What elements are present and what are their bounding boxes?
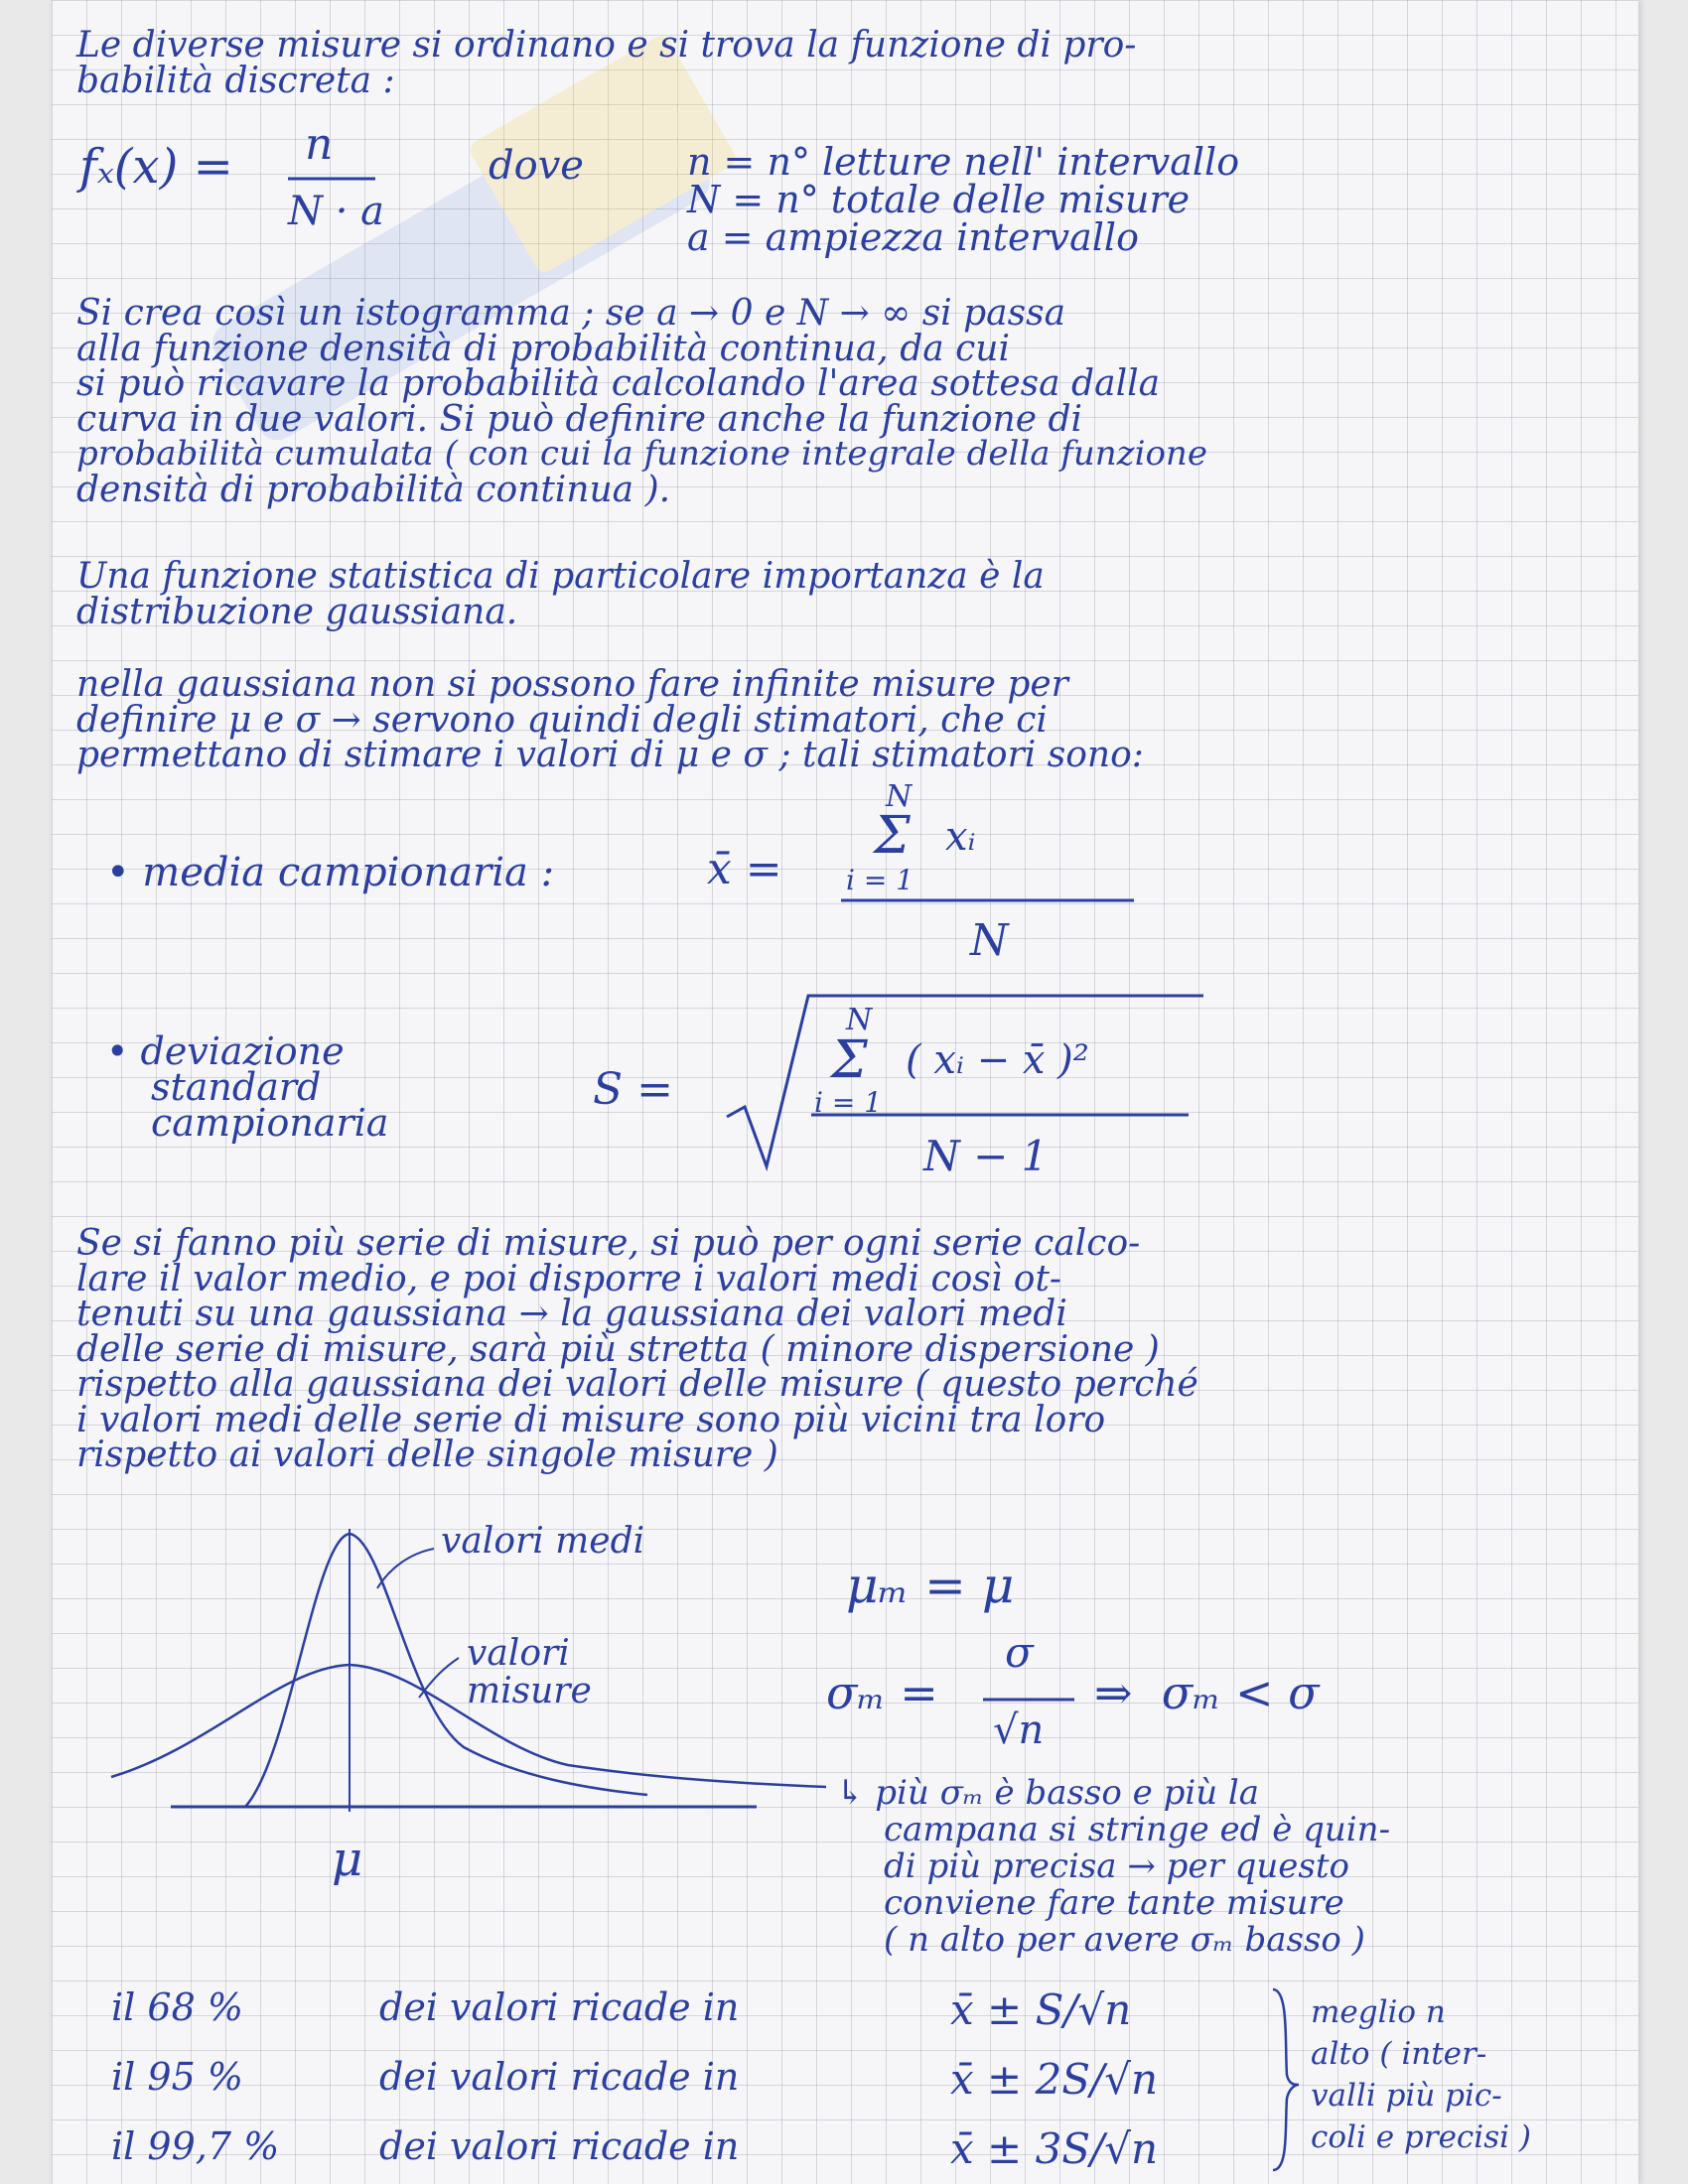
mean-term: xᵢ xyxy=(945,814,976,860)
mean-denominator: N xyxy=(970,915,1009,966)
gauss-paragraph xyxy=(76,556,1546,632)
mean-sum: Σ xyxy=(874,806,911,866)
stddev-label-3: campionaria xyxy=(151,1101,389,1145)
pct-95: il 95 % xyxy=(111,2055,243,2099)
mu-m-relation: μₘ = μ xyxy=(846,1557,1015,1614)
pct-99: il 99,7 % xyxy=(111,2124,280,2168)
stddev-lower: i = 1 xyxy=(814,1086,883,1119)
series-paragraph xyxy=(76,1223,1546,1475)
text-line: distribuzione gaussiana. xyxy=(76,591,518,632)
text-line: Si crea così un istogramma ; se a → 0 e N → ∞ si passa xyxy=(76,293,1066,334)
sigma-m-lhs: σₘ = xyxy=(826,1666,938,1719)
precision-note xyxy=(836,1775,1611,1959)
stddev-denominator: N − 1 xyxy=(923,1132,1049,1180)
text-line: definire μ e σ → servono quindi degli stimatori, che ci xyxy=(76,699,1048,741)
text-line: Se si fanno più serie di misure, si può per ogni serie calco- xyxy=(76,1223,1141,1264)
stddev-label-2: standard xyxy=(151,1065,322,1109)
text-line: curva in due valori. Si può definire anche la funzione di xyxy=(76,398,1083,440)
sigma-m-numerator: σ xyxy=(1005,1628,1034,1677)
text-line: rispetto alla gaussiana dei valori delle misure ( questo perché xyxy=(76,1364,1198,1405)
pct-68-interval: x̄ ± S/√n xyxy=(950,1985,1132,2034)
pct-99-interval: x̄ ± 3S/√n xyxy=(950,2124,1159,2173)
text-line: valli più pic- xyxy=(1311,2078,1502,2114)
text-line: Una funzione statistica di particolare importanza è la xyxy=(76,556,1045,597)
text-line: tenuti su una gaussiana → la gaussiana dei valori medi xyxy=(76,1294,1067,1334)
text-line: lare il valor medio, e poi disporre i valori medi così ot- xyxy=(76,1258,1062,1299)
text-line: permettano di stimare i valori di μ e σ ; tali stimatori sono: xyxy=(76,735,1144,775)
text-line: probabilità cumulata ( con cui la funzione integrale della funzione xyxy=(76,434,1207,474)
text-line: conviene fare tante misure xyxy=(884,1883,1344,1923)
fx-def-a: a = ampiezza intervallo xyxy=(687,215,1139,259)
notebook-page xyxy=(52,0,1638,2184)
fx-lhs: fₓ(x) = xyxy=(79,139,233,195)
pct-95-interval: x̄ ± 2S/√n xyxy=(950,2055,1159,2104)
text-line: delle serie di misure, sarà più stretta ( minore dispersione ) xyxy=(76,1328,1160,1370)
fx-where: dove xyxy=(489,143,584,189)
stddev-label-1: • deviazione xyxy=(106,1029,345,1073)
pct-99-text: dei valori ricade in xyxy=(379,2124,740,2168)
side-note xyxy=(1311,1991,1638,2158)
text-line: babilità discreta : xyxy=(76,60,395,101)
intro-paragraph xyxy=(76,25,1546,101)
text-line: meglio n xyxy=(1311,1994,1446,2030)
label-misure: misure xyxy=(467,1671,592,1711)
sigma-m-fraction-bar xyxy=(983,1698,1082,1702)
fx-def-n: n = n° letture nell' intervallo xyxy=(687,140,1240,184)
stddev-sum: Σ xyxy=(831,1030,868,1090)
text-line: densità di probabilità continua ). xyxy=(76,469,671,510)
sigma-m-implies: ⇒ σₘ < σ xyxy=(1094,1666,1320,1719)
text-line: campana si stringe ed è quin- xyxy=(884,1810,1391,1849)
fx-fraction-bar xyxy=(288,177,377,181)
text-line: di più precisa → per questo xyxy=(884,1846,1349,1886)
stddev-term: ( xᵢ − x̄ )² xyxy=(906,1037,1089,1083)
pct-68: il 68 % xyxy=(111,1985,243,2029)
text-line: si può ricavare la probabilità calcolando l'area sottesa dalla xyxy=(76,363,1161,404)
text-line: ( n alto per avere σₘ basso ) xyxy=(884,1920,1365,1960)
pct-68-text: dei valori ricade in xyxy=(379,1985,740,2029)
label-valori-medi: valori medi xyxy=(441,1521,645,1562)
text-line: ↳ più σₘ è basso e più la xyxy=(836,1773,1260,1813)
text-line: coli e precisi ) xyxy=(1311,2119,1531,2155)
fx-def-N: N = n° totale delle misure xyxy=(687,178,1191,221)
axis-mu-label: μ xyxy=(332,1832,363,1887)
mean-lhs: x̄ = xyxy=(707,844,782,894)
mean-upper: N xyxy=(886,779,913,814)
mean-lower: i = 1 xyxy=(846,864,914,896)
fx-numerator: n xyxy=(305,119,334,170)
pct-95-text: dei valori ricade in xyxy=(379,2055,740,2099)
stddev-lhs: S = xyxy=(593,1064,673,1115)
estimators-paragraph xyxy=(76,664,1546,775)
text-line: Le diverse misure si ordinano e si trova la funzione di pro- xyxy=(76,25,1137,66)
fx-denominator: N · a xyxy=(288,189,384,234)
text-line: nella gaussiana non si possono fare infinite misure per xyxy=(76,664,1068,705)
text-line: alto ( inter- xyxy=(1311,2036,1487,2072)
stddev-upper: N xyxy=(846,1003,873,1037)
brace xyxy=(1271,1985,1301,2174)
mean-fraction-bar xyxy=(841,898,1139,902)
label-pointer-medi xyxy=(377,1549,434,1588)
sigma-m-denominator: √n xyxy=(993,1707,1045,1753)
label-valori: valori xyxy=(467,1633,570,1674)
mean-label: • media campionaria : xyxy=(106,850,555,895)
text-line: rispetto ai valori delle singole misure ) xyxy=(76,1434,778,1475)
text-line: alla funzione densità di probabilità continua, da cui xyxy=(76,328,1011,369)
histogram-paragraph xyxy=(76,293,1546,510)
text-line: i valori medi delle serie di misure sono più vicini tra loro xyxy=(76,1399,1106,1440)
